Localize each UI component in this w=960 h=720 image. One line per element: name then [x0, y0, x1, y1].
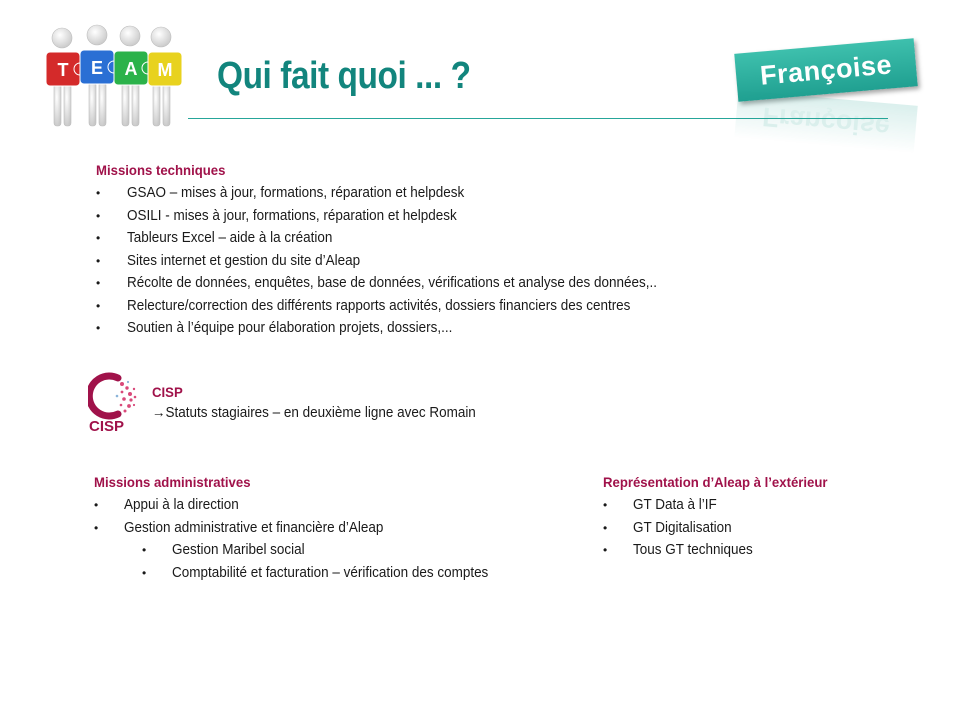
list-item [96, 182, 697, 205]
list-item-text: Gestion administrative et financière d’Aleap [124, 519, 384, 536]
list-item-text: Récolte de données, enquêtes, base de données, vérifications et analyse des données,.. [127, 275, 658, 291]
cisp-logo-text: CISP [89, 418, 125, 434]
bullet: • [603, 543, 608, 557]
list-item-text: Soutien à l’équipe pour élaboration projets, dossiers,... [127, 320, 453, 336]
list-item [96, 272, 697, 295]
list-item [94, 494, 403, 517]
bullet: • [603, 498, 608, 512]
missions-administratives-sublist [142, 539, 512, 584]
list-item-text: Relecture/correction des différents rapports activités, dossiers financiers des centres [127, 297, 631, 314]
missions-techniques-list [96, 182, 697, 340]
bullet: • [603, 520, 608, 535]
bullet: • [94, 520, 99, 535]
list-item-text: OSILI - mises à jour, formations, réparation et helpdesk [127, 207, 457, 224]
representation-heading: Représentation d’Aleap à l’extérieur [603, 474, 828, 490]
list-item [96, 227, 697, 250]
bullet: • [142, 565, 147, 580]
bullet: • [94, 498, 99, 512]
list-item-text: Appui à la direction [124, 497, 239, 513]
list-item [603, 494, 762, 517]
list-item-text: GT Data à l’IF [633, 497, 717, 513]
missions-techniques-heading: Missions techniques [96, 162, 226, 178]
list-item [96, 317, 697, 340]
list-item-text: Sites internet et gestion du site d’Aleap [127, 252, 361, 269]
team-letter-a: A [124, 59, 138, 79]
bullet: • [96, 208, 101, 223]
list-item-text: Gestion Maribel social [172, 542, 305, 558]
list-item [96, 250, 697, 273]
cisp-heading: CISP [152, 384, 183, 400]
list-item [603, 539, 762, 562]
representation-list [603, 494, 762, 562]
person-name-reflection: Françoise [761, 101, 891, 143]
list-item [142, 562, 512, 585]
list-item [96, 295, 697, 318]
bullet: • [96, 231, 101, 245]
list-item-text: GSAO – mises à jour, formations, réparation et helpdesk [127, 185, 465, 201]
bullet: • [96, 276, 101, 290]
list-item [142, 539, 512, 562]
team-logo-image [40, 22, 190, 132]
cisp-logo [88, 372, 140, 434]
bullet: • [96, 321, 101, 335]
person-name-tag [736, 46, 920, 156]
team-letter-e: E [90, 58, 104, 78]
bullet: • [142, 543, 147, 557]
bullet: • [96, 298, 101, 313]
person-name: Françoise [758, 48, 894, 91]
list-item-text: Tableurs Excel – aide à la création [127, 230, 333, 246]
list-item-text: GT Digitalisation [633, 519, 732, 536]
name-tag-reflection [734, 90, 917, 154]
list-item [96, 205, 697, 228]
bullet: • [96, 186, 101, 200]
list-item-text: Tous GT techniques [633, 542, 753, 558]
page-title: Qui fait quoi ... ? [217, 55, 471, 97]
missions-administratives-heading: Missions administratives [94, 474, 251, 490]
team-letter-m: M [157, 60, 173, 80]
bullet: • [96, 253, 101, 268]
list-item [94, 517, 403, 540]
missions-administratives-list [94, 494, 403, 539]
list-item [603, 517, 762, 540]
team-letter-t: T [57, 60, 69, 80]
cisp-status-line: →Statuts stagiaires – en deuxième ligne avec Romain [152, 405, 476, 421]
list-item-text: Comptabilité et facturation – vérification des comptes [172, 564, 489, 581]
